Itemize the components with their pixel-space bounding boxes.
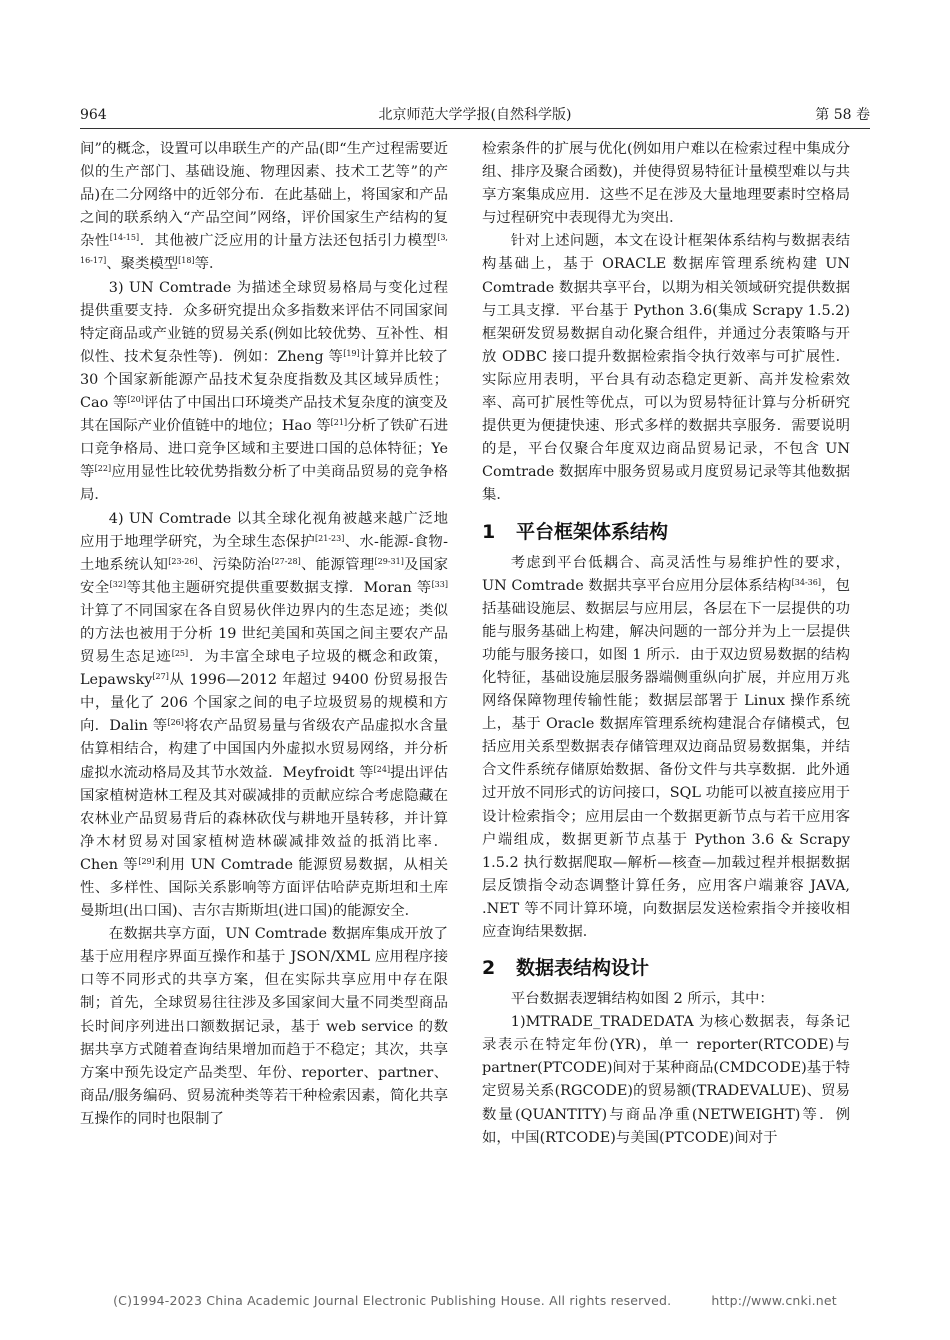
paragraph (482, 552, 850, 945)
citation: [25] (171, 649, 189, 659)
text-run: 计算了不同国家在各自贸易伙伴边界内的生态足迹；类似的方法也被用于分析 19 世纪美国和英国之间主要农产品贸易生态足迹 (80, 602, 448, 666)
citation: [3, 16-17] (80, 233, 448, 266)
text-run: 3) UN Comtrade 为描述全球贸易格局与变化过程提供重要支持．众多研究提出众多指数来评估不同国家间特定商品或产业链的贸易关系(例如比较优势、互补性、相似性、技术复杂性等)．例如：Zheng 等 (80, 279, 448, 365)
citation: [29-31] (374, 556, 404, 566)
paragraph: 针对上述问题，本文在设计框架体系结构与数据表结构基础上，基于 ORACLE 数据库管理系统构建 UN Comtrade 数据共享平台，以期为相关领域研究提供数据与工具支撑．平台基于 Python 3.6(集成 Scrapy 1.5.2)框架研发贸易数据自动化聚合组件，并通过分表策略与开放 ODBC 接口提升数据检索指令执行效率与可扩展性．实际应用表明，平台具有动态稳定更新、高并发检索效率、高可扩展性等优点，可以为贸易特征计算与分析研究提供更为便捷快速、形式多样的数据共享服务．需要说明的是，平台仅聚合年度双边商品贸易记录，不包含 UN Comtrade 数据库中服务贸易或月度贸易记录等其他数据集． (482, 233, 850, 504)
citation: [23-26] (168, 556, 198, 566)
text-run: 将农产品贸易量与省级农产品虚拟水含量估算相结合，构建了中国国内外虚拟水贸易网络，并分析虚拟水流动格局及其节水效益．Meyfroidt 等 (80, 718, 448, 781)
left-column (80, 138, 448, 1131)
text-run: 评估了中国出口环境类产品技术复杂度的演变及其在国际产业价值链中的地位；Hao 等 (80, 395, 448, 435)
page-number: 964 (80, 107, 107, 123)
section-heading (482, 954, 850, 982)
section-title: 平台框架体系结构 (516, 520, 669, 543)
citation: [19] (343, 348, 360, 358)
text-run: ．其他被广泛应用的计量方法还包括引力模型 (139, 233, 438, 250)
volume-label: 第 58 卷 (815, 107, 870, 123)
citation: [22] (94, 464, 112, 474)
text-run: 考虑到平台低耦合、高灵活性与易维护性的要求，UN Comtrade 数据共享平台应用分层体系结构 (482, 554, 850, 594)
paragraph (80, 138, 448, 277)
text-run: 、污染防治 (197, 556, 272, 573)
text-run: 间”的概念，设置可以串联生产的产品(即“生产过程需要近似的生产部门、基础设施、物理因素、技术工艺等”的产品)在二分网络中的近邻分布．在此基础上，将国家和产品之间的联系纳入“产品空间”网络，评价国家生产结构的复杂性 (80, 141, 448, 250)
citation: [24] (373, 764, 391, 774)
text-run: 、聚类模型 (106, 256, 179, 273)
text-run: 、能源管理 (300, 556, 375, 573)
section-number: 1 (482, 520, 496, 543)
citation: [33] (431, 579, 448, 589)
text-run: 计算并比较了 30 个国家新能源产品技术复杂度指数及其区域异质性；Cao 等 (80, 348, 448, 412)
text-run: ．为丰富全球电子垃圾的概念和政策，Lepawsky (80, 649, 448, 689)
section-number: 2 (482, 957, 496, 980)
footer-url: http://www.cnki.net (711, 1293, 837, 1308)
text-run: 、水-能源-食物-土地系统认知 (80, 533, 448, 573)
section-title: 数据表结构设计 (516, 957, 650, 980)
paragraph: 平台数据表逻辑结构如图 2 所示，其中： (510, 991, 774, 1008)
citation: [27-28] (271, 556, 301, 566)
citation: [20] (127, 395, 144, 405)
text-run: 等． (194, 256, 224, 273)
paragraph: 检索条件的扩展与优化(例如用户难以在检索过程中集成分组、排序及聚合函数)，并使得贸易特征计量模型难以与共享方案集成应用．这些不足在涉及大量地理要素时空格局与过程研究中表现得尤为突出． (482, 141, 850, 227)
text-run: 提出评估国家植树造林工程及其对碳减排的贡献应综合考虑隐藏在农林业产品贸易背后的森林砍伐与耕地开垦转移，并计算净木材贸易对国家植树造林碳减排效益的抵消比率．Chen 等 (80, 764, 448, 873)
citation: [27] (152, 672, 169, 682)
paragraph: 在数据共享方面，UN Comtrade 数据库集成开放了基于应用程序界面互操作和基于 JSON/XML 应用程序接口等不同形式的共享方案，但在实际共享应用中存在限制；首先，全球贸易往往涉及多国家间大量不同类型商品长时间序列进出口额数据记录，基于 web service 的数据共享方式随着查询结果增加而趋于不稳定；其次，共享方案中预先设定产品类型、年份、reporter、partner、商品/服务编码、贸易流种类等若干种检索因素，简化共享互操作的同时也限制了 (80, 926, 448, 1127)
footer (0, 1293, 950, 1308)
paragraph (80, 277, 448, 508)
citation: [21-23] (315, 533, 345, 543)
header-rule (80, 128, 870, 129)
journal-title: 北京师范大学学报(自然科学版) (378, 107, 572, 123)
paragraph: 1)MTRADE_TRADEDATA 为核心数据表，每条记录表示在特定年份(YR)，单一 reporter(RTCODE)与 partner(PTCODE)间对于某种商品(CMDCODE)基于特定贸易关系(RGCODE)的贸易额(TRADEVALUE)、贸易数量(QUANTITY)与商品净重(NETWEIGHT)等．例如，中国(RTCODE)与美国(PTCODE)间对于 (482, 1014, 850, 1146)
section-heading (482, 518, 850, 546)
text-run: 等其他主题研究提供重要数据支撑．Moran 等 (126, 579, 432, 596)
text-run: 分析了铁矿石进口竞争格局、进口竞争区域和主要进口国的总体特征；Ye 等 (80, 418, 448, 481)
citation: [34-36] (791, 577, 821, 587)
citation: [26] (167, 718, 184, 728)
text-run: 从 1996—2012 年超过 9400 份贸易报告中，量化了 206 个国家之间的电子垃圾贸易的规模和方向．Dalin 等 (80, 672, 448, 735)
paragraph (80, 508, 448, 924)
citation: [14-15] (109, 233, 140, 243)
text-run: 及国家安全 (80, 556, 448, 596)
copyright-notice: (C)1994-2023 China Academic Journal Electronic Publishing House. All rights reserved. (113, 1293, 672, 1308)
citation: [18] (178, 256, 195, 266)
citation: [32] (109, 579, 127, 589)
citation: [21] (330, 418, 348, 428)
text-run: ，包括基础设施层、数据层与应用层，各层在下一层提供的功能与服务基础上构建，解决问题的一部分并为上一层提供功能与服务接口，如图 1 所示．由于双边贸易数据的结构化特征，基础设施层服务器端侧重纵向扩展，并应用万兆网络保障物理传输性能；数据层部署于 Linux 操作系统上，基于 Oracle 数据库管理系统构建混合存储模式，包括应用关系型数据表存储管理双边商品贸易数据集，并结合文件系统存储原始数据、备份文件与共享数据．此外通过开放不同形式的访问接口，SQL 功能可以被直接应用于设计检索指令；应用层由一个数据更新节点与若干应用客户端组成，数据更新节点基于 Python 3.6 & Scrapy 1.5.2 执行数据爬取—解析—核查—加载过程并根据数据层反馈指令动态调整计算任务，应用客户端兼容 JAVA, .NET 等不同计算环境，向数据层发送检索指令并接收相应查询结果数据． (482, 577, 850, 940)
text-run: 应用显性比较优势指数分析了中美商品贸易的竞争格局． (80, 464, 448, 504)
text-run: 4) UN Comtrade 以其全球化视角被越来越广泛地应用于地理学研究，为全球生态保护 (80, 510, 448, 550)
citation: [29] (138, 856, 155, 866)
text-run: 利用 UN Comtrade 能源贸易数据，从相关性、多样性、国际关系影响等方面评估哈萨克斯坦和土库曼斯坦(出口国)、吉尔吉斯斯坦(进口国)的能源安全． (80, 856, 449, 920)
running-header (80, 104, 870, 126)
right-column (482, 138, 850, 1150)
